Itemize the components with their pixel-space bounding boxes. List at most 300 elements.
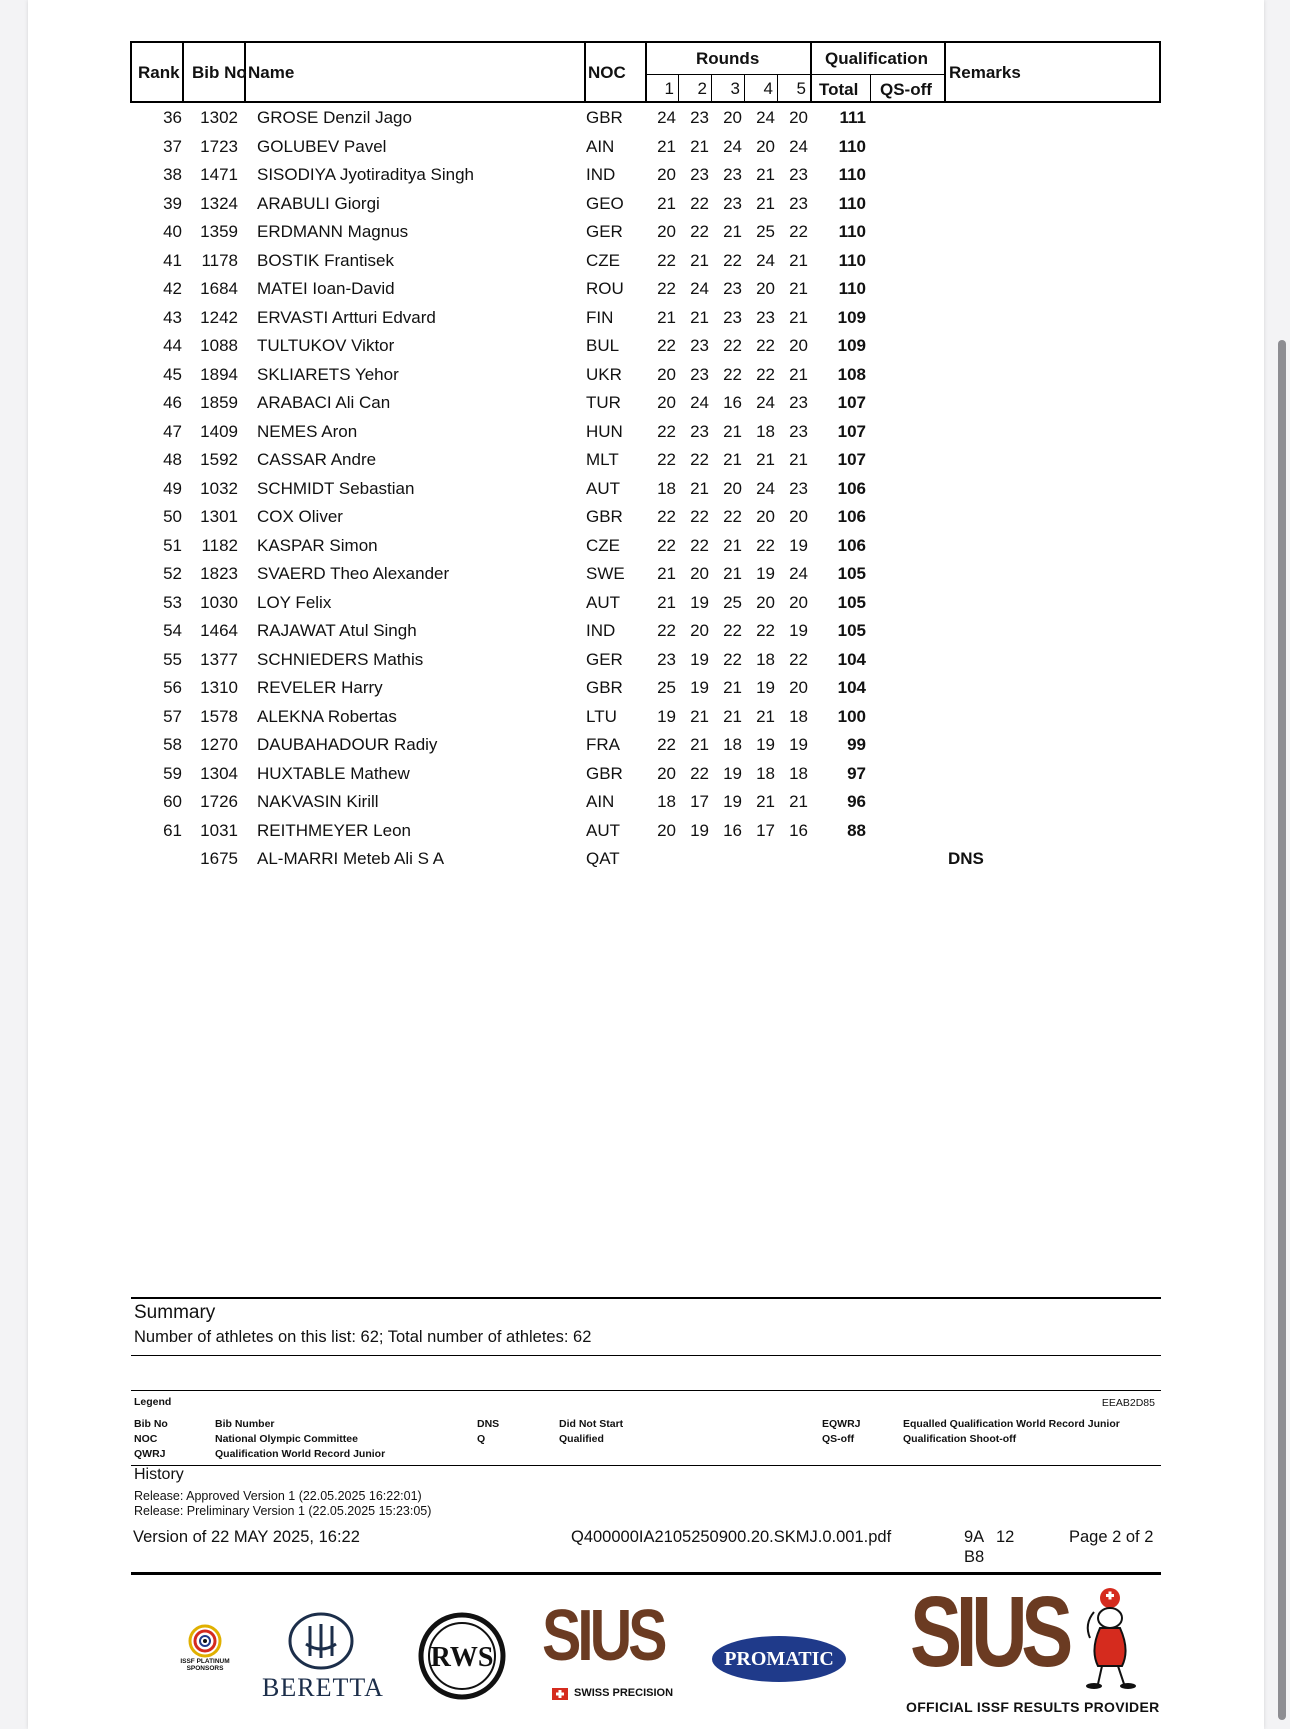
- round-score-cell: 18: [789, 706, 808, 726]
- round-score-cell: 25: [657, 678, 676, 697]
- round-score-cell: 17: [756, 820, 775, 840]
- bib-cell: 1471: [200, 165, 238, 184]
- round-score-cell: 23: [690, 421, 709, 441]
- round-score-cell: 21: [723, 678, 742, 697]
- rank-cell: 57: [163, 706, 182, 726]
- round-score-cell: 22: [690, 193, 709, 213]
- round-score-cell: 20: [789, 592, 808, 612]
- round-score-cell: 21: [723, 222, 742, 241]
- round-score-cell: 18: [657, 792, 676, 811]
- noc-cell: GBR: [586, 507, 623, 526]
- athlete-name-cell: ERVASTI Artturi Edvard: [257, 307, 436, 327]
- round-score-cell: 22: [789, 222, 808, 241]
- total-cell: 97: [847, 763, 866, 783]
- athlete-name-cell: HUXTABLE Mathew: [257, 763, 410, 783]
- round-score-cell: 21: [756, 165, 775, 184]
- round-score-cell: 19: [789, 535, 808, 555]
- bib-cell: 1726: [200, 792, 238, 811]
- round-score-cell: 22: [723, 621, 742, 640]
- athlete-name-cell: TULTUKOV Viktor: [257, 336, 395, 355]
- athlete-name-cell: ARABACI Ali Can: [257, 393, 391, 412]
- athlete-name-cell: ERDMANN Magnus: [257, 222, 409, 241]
- round-score-cell: 22: [690, 507, 709, 526]
- round-score-cell: 21: [723, 564, 742, 583]
- total-cell: 110: [838, 193, 866, 213]
- total-cell: 107: [837, 393, 866, 412]
- round-score-cell: 18: [657, 478, 676, 498]
- header-divider: [944, 43, 946, 101]
- noc-cell: QAT: [586, 849, 620, 868]
- legend-desc: Qualified: [559, 1433, 604, 1445]
- round-score-cell: 21: [657, 136, 676, 156]
- total-cell: 106: [837, 478, 866, 498]
- table-row: [130, 703, 1161, 732]
- rank-cell: 47: [163, 421, 182, 441]
- round-score-cell: 21: [756, 193, 775, 213]
- round-score-cell: 20: [789, 336, 808, 355]
- round-score-cell: 19: [690, 820, 709, 840]
- total-cell: 107: [837, 450, 866, 469]
- history-title: History: [134, 1466, 184, 1483]
- rank-cell: 38: [163, 165, 182, 184]
- total-cell: 109: [837, 336, 866, 355]
- legend-desc: Qualification Shoot-off: [903, 1433, 1017, 1445]
- round-score-cell: 24: [657, 108, 676, 127]
- table-row: [130, 845, 1161, 874]
- round-score-cell: 22: [657, 279, 676, 298]
- round-score-cell: 24: [756, 250, 775, 270]
- round-score-cell: 21: [789, 792, 808, 811]
- athlete-name-cell: COX Oliver: [257, 507, 343, 526]
- legend-desc: Qualification World Record Junior: [215, 1448, 386, 1460]
- bib-cell: 1182: [201, 535, 238, 555]
- round-score-cell: 20: [690, 621, 709, 640]
- round-score-cell: 23: [789, 165, 808, 184]
- round-score-cell: 23: [723, 279, 742, 298]
- legend-desc: Did Not Start: [559, 1418, 624, 1430]
- bib-cell: 1304: [200, 763, 238, 783]
- beretta-trident-icon: [288, 1612, 354, 1670]
- rank-cell: 54: [163, 621, 182, 640]
- promatic-logo-text: PROMATIC: [724, 1648, 834, 1670]
- bib-cell: 1324: [200, 193, 238, 213]
- bib-cell: 1310: [200, 678, 238, 697]
- bib-cell: 1409: [200, 421, 238, 441]
- total-cell: 88: [847, 820, 866, 840]
- round-score-cell: 20: [789, 108, 808, 127]
- round-score-cell: 22: [723, 250, 742, 270]
- table-row: [130, 731, 1161, 760]
- bib-cell: 1723: [200, 136, 238, 156]
- total-cell: 96: [847, 792, 866, 811]
- round-score-cell: 22: [690, 222, 709, 241]
- bib-cell: 1270: [200, 735, 238, 754]
- column-header-rank: Rank: [138, 63, 180, 82]
- table-row: [130, 646, 1161, 675]
- vertical-scrollbar[interactable]: [1278, 340, 1286, 1720]
- rank-cell: 56: [163, 678, 182, 697]
- round-score-cell: 24: [756, 478, 775, 498]
- header-divider: [810, 43, 812, 101]
- noc-cell: ROU: [586, 279, 624, 298]
- round-score-cell: 22: [657, 507, 676, 526]
- table-row: [130, 446, 1161, 475]
- header-divider: [645, 43, 647, 101]
- header-divider: [584, 43, 586, 101]
- round-score-cell: 21: [789, 450, 808, 469]
- round-score-cell: 18: [789, 763, 808, 783]
- bib-cell: 1894: [200, 364, 238, 384]
- header-divider: [182, 43, 184, 101]
- rank-cell: 40: [163, 222, 182, 241]
- athlete-name-cell: GOLUBEV Pavel: [257, 136, 387, 156]
- total-cell: 107: [837, 421, 866, 441]
- round-score-cell: 20: [657, 222, 676, 241]
- round-score-cell: 22: [657, 450, 676, 469]
- table-row: [130, 418, 1161, 447]
- round-score-cell: 23: [690, 336, 709, 355]
- rank-cell: 50: [163, 507, 182, 526]
- round-score-cell: 21: [756, 706, 775, 726]
- table-row: [130, 560, 1161, 589]
- header-divider: [870, 74, 871, 101]
- round-score-cell: 21: [789, 307, 808, 327]
- print-code: B8: [964, 1548, 985, 1566]
- round-score-cell: 21: [690, 478, 709, 498]
- noc-cell: HUN: [586, 421, 623, 441]
- round-score-cell: 22: [723, 336, 742, 355]
- athlete-name-cell: LOY Felix: [257, 592, 332, 612]
- noc-cell: AIN: [586, 136, 615, 156]
- bib-cell: 1359: [200, 222, 238, 241]
- athlete-name-cell: ALEKNA Robertas: [257, 706, 397, 726]
- page-number: Page 2 of 2: [1069, 1528, 1154, 1546]
- history-line: Release: Approved Version 1 (22.05.2025 16:22:01): [134, 1489, 422, 1503]
- table-row: [130, 133, 1161, 162]
- round-score-cell: 23: [657, 649, 676, 669]
- athlete-name-cell: KASPAR Simon: [257, 535, 378, 555]
- athlete-name-cell: RAJAWAT Atul Singh: [257, 621, 417, 640]
- round-score-cell: 23: [789, 421, 808, 441]
- rank-cell: 46: [163, 393, 182, 412]
- rank-cell: 37: [163, 136, 182, 156]
- round-score-cell: 22: [690, 450, 709, 469]
- athlete-name-cell: NAKVASIN Kirill: [257, 792, 379, 811]
- bib-cell: 1088: [200, 336, 238, 355]
- noc-cell: TUR: [586, 393, 621, 412]
- total-cell: 99: [847, 735, 866, 754]
- legend-desc: Bib Number: [215, 1418, 275, 1430]
- round-number: 5: [796, 79, 806, 98]
- results-table-header: [130, 41, 1161, 103]
- file-name: Q400000IA2105250900.20.SKMJ.0.001.pdf: [571, 1528, 892, 1546]
- legend-abbr: Q: [477, 1433, 486, 1445]
- table-row: [130, 218, 1161, 247]
- round-score-cell: 21: [723, 706, 742, 726]
- round-score-cell: 23: [789, 393, 808, 412]
- legend-abbr: QS-off: [822, 1433, 855, 1445]
- column-header-qualification: Qualification: [825, 49, 928, 68]
- total-cell: 106: [837, 535, 866, 555]
- athlete-name-cell: NEMES Aron: [257, 421, 358, 441]
- bib-cell: 1675: [200, 849, 238, 868]
- rank-cell: 61: [163, 820, 182, 840]
- total-cell: 111: [839, 108, 866, 127]
- athlete-name-cell: REVELER Harry: [257, 678, 383, 697]
- total-cell: 110: [838, 165, 866, 184]
- round-score-cell: 19: [690, 592, 709, 612]
- round-score-cell: 23: [756, 307, 775, 327]
- round-score-cell: 21: [690, 307, 709, 327]
- rank-cell: 52: [163, 564, 182, 583]
- header-divider: [744, 74, 745, 101]
- athlete-name-cell: SISODIYA Jyotiraditya Singh: [257, 165, 475, 184]
- athlete-name-cell: MATEI Ioan-David: [257, 279, 395, 298]
- bib-cell: 1302: [200, 108, 238, 127]
- issf-target-icon: [188, 1624, 222, 1658]
- athlete-name-cell: SCHNIEDERS Mathis: [257, 649, 424, 669]
- version-text: Version of 22 MAY 2025, 16:22: [133, 1528, 360, 1546]
- round-score-cell: 19: [723, 792, 742, 811]
- column-header-rounds: Rounds: [696, 49, 760, 68]
- summary-text: Number of athletes on this list: 62; Total number of athletes: 62: [134, 1328, 592, 1346]
- column-header-noc: NOC: [588, 63, 626, 82]
- table-row: [130, 503, 1161, 532]
- round-score-cell: 18: [756, 649, 775, 669]
- noc-cell: GER: [586, 649, 623, 669]
- rank-cell: 36: [163, 108, 182, 127]
- athlete-name-cell: CASSAR Andre: [257, 450, 377, 469]
- rank-cell: 42: [163, 279, 182, 298]
- remarks-cell: DNS: [948, 849, 984, 868]
- divider: [131, 1297, 1161, 1299]
- round-score-cell: 20: [657, 820, 676, 840]
- rank-cell: 51: [163, 535, 182, 555]
- round-score-cell: 24: [756, 108, 775, 127]
- bib-cell: 1464: [200, 621, 238, 640]
- table-row: [130, 247, 1161, 276]
- noc-cell: FRA: [586, 735, 620, 754]
- legend-title: Legend: [134, 1396, 172, 1408]
- official-results-provider-text: OFFICIAL ISSF RESULTS PROVIDER: [906, 1699, 1160, 1715]
- noc-cell: AUT: [586, 592, 620, 612]
- round-score-cell: 23: [690, 165, 709, 184]
- rank-cell: 59: [163, 763, 182, 783]
- round-score-cell: 24: [690, 393, 709, 412]
- round-score-cell: 24: [690, 279, 709, 298]
- round-score-cell: 19: [657, 706, 676, 726]
- print-code: 9A: [964, 1528, 985, 1546]
- table-row: [130, 389, 1161, 418]
- round-score-cell: 22: [756, 336, 775, 355]
- round-score-cell: 20: [723, 108, 742, 127]
- round-score-cell: 19: [789, 735, 808, 754]
- round-score-cell: 22: [657, 421, 676, 441]
- bib-cell: 1377: [200, 649, 238, 669]
- divider: [131, 1465, 1161, 1466]
- rank-cell: 39: [163, 193, 182, 213]
- round-score-cell: 22: [756, 535, 775, 555]
- table-row: [130, 104, 1161, 133]
- round-score-cell: 21: [756, 450, 775, 469]
- round-number: 1: [664, 79, 674, 98]
- round-score-cell: 23: [690, 108, 709, 127]
- rank-cell: 44: [163, 336, 182, 355]
- swiss-precision-text: SWISS PRECISION: [574, 1687, 674, 1699]
- round-score-cell: 21: [723, 450, 742, 469]
- noc-cell: FIN: [586, 307, 614, 327]
- promatic-logo: [712, 1636, 846, 1682]
- round-score-cell: 22: [657, 621, 676, 640]
- round-score-cell: 20: [690, 564, 709, 583]
- bib-cell: 1031: [200, 820, 238, 840]
- round-score-cell: 24: [789, 136, 808, 156]
- round-score-cell: 21: [789, 279, 808, 298]
- athlete-name-cell: SVAERD Theo Alexander: [257, 564, 450, 583]
- divider: [131, 1572, 1161, 1575]
- round-score-cell: 20: [657, 393, 676, 412]
- round-score-cell: 21: [657, 193, 676, 213]
- noc-cell: AUT: [586, 820, 620, 840]
- noc-cell: AIN: [586, 792, 615, 811]
- table-row: [130, 304, 1161, 333]
- header-divider: [645, 74, 944, 75]
- document-code: EEAB2D85: [1101, 1397, 1155, 1409]
- athlete-name-cell: DAUBAHADOUR Radiy: [257, 735, 438, 754]
- rws-logo: [418, 1612, 506, 1700]
- bib-cell: 1859: [200, 393, 238, 412]
- round-score-cell: 21: [723, 421, 742, 441]
- table-row: [130, 589, 1161, 618]
- sius-logo-text: SIUS: [542, 1596, 664, 1676]
- noc-cell: GBR: [586, 763, 623, 783]
- total-cell: 109: [837, 307, 866, 327]
- total-cell: 106: [837, 507, 866, 526]
- round-score-cell: 22: [756, 621, 775, 640]
- round-score-cell: 20: [756, 507, 775, 526]
- noc-cell: SWE: [586, 564, 625, 583]
- total-cell: 100: [837, 706, 866, 726]
- round-score-cell: 20: [657, 165, 676, 184]
- round-score-cell: 21: [657, 592, 676, 612]
- table-row: [130, 817, 1161, 846]
- bib-cell: 1178: [201, 250, 238, 270]
- round-score-cell: 20: [657, 763, 676, 783]
- rank-cell: 53: [163, 592, 182, 612]
- table-row: [130, 760, 1161, 789]
- round-score-cell: 21: [657, 307, 676, 327]
- bib-cell: 1684: [200, 279, 238, 298]
- round-score-cell: 21: [789, 250, 808, 270]
- round-score-cell: 21: [690, 136, 709, 156]
- table-row: [130, 332, 1161, 361]
- divider: [131, 1355, 1161, 1356]
- round-score-cell: 22: [657, 250, 676, 270]
- table-row: [130, 361, 1161, 390]
- header-divider: [711, 74, 712, 101]
- bib-cell: 1030: [200, 592, 238, 612]
- round-score-cell: 16: [723, 393, 742, 412]
- rank-cell: 41: [163, 250, 182, 270]
- total-cell: 105: [837, 564, 866, 583]
- round-score-cell: 24: [756, 393, 775, 412]
- round-score-cell: 21: [690, 735, 709, 754]
- noc-cell: GER: [586, 222, 623, 241]
- round-number: 2: [697, 79, 707, 98]
- round-score-cell: 21: [723, 535, 742, 555]
- header-divider: [777, 74, 778, 101]
- print-code: 12: [996, 1528, 1015, 1546]
- rws-logo-text: RWS: [430, 1642, 494, 1673]
- legend-desc: National Olympic Committee: [215, 1433, 358, 1445]
- round-score-cell: 22: [690, 535, 709, 555]
- table-row: [130, 674, 1161, 703]
- column-header-name: Name: [248, 63, 295, 82]
- noc-cell: CZE: [586, 250, 620, 270]
- table-row: [130, 617, 1161, 646]
- round-score-cell: 22: [690, 763, 709, 783]
- round-score-cell: 23: [789, 478, 808, 498]
- summary-title: Summary: [134, 1302, 216, 1323]
- bib-cell: 1032: [200, 478, 238, 498]
- issf-sponsor-label: ISSF PLATINUM SPONSORS: [180, 1658, 230, 1672]
- legend-abbr: EQWRJ: [822, 1418, 861, 1430]
- table-row: [130, 532, 1161, 561]
- rank-cell: 48: [163, 450, 182, 469]
- round-score-cell: 19: [756, 564, 775, 583]
- sius-official-logo-text: SIUS: [910, 1576, 1068, 1688]
- total-cell: 105: [837, 621, 866, 640]
- round-score-cell: 22: [657, 735, 676, 754]
- total-cell: 110: [838, 279, 866, 298]
- round-number: 3: [730, 79, 740, 98]
- column-header-bib: Bib No: [192, 63, 247, 82]
- bib-cell: 1242: [200, 307, 238, 327]
- table-row: [130, 475, 1161, 504]
- header-divider: [678, 74, 679, 101]
- legend-abbr: QWRJ: [134, 1448, 166, 1460]
- round-score-cell: 20: [723, 478, 742, 498]
- total-cell: 104: [837, 678, 866, 697]
- bib-cell: 1823: [200, 564, 238, 583]
- total-cell: 104: [837, 649, 866, 669]
- round-score-cell: 21: [756, 792, 775, 811]
- round-score-cell: 18: [723, 735, 742, 754]
- round-score-cell: 21: [789, 364, 808, 384]
- rank-cell: 49: [163, 478, 182, 498]
- round-score-cell: 17: [690, 792, 709, 811]
- rank-cell: 43: [163, 307, 182, 327]
- round-score-cell: 25: [756, 222, 775, 241]
- round-score-cell: 19: [789, 621, 808, 640]
- table-row: [130, 275, 1161, 304]
- table-row: [130, 190, 1161, 219]
- beretta-logo-text: BERETTA: [262, 1673, 384, 1702]
- column-header-qsoff: QS-off: [880, 80, 932, 99]
- legend-desc: Equalled Qualification World Record Junior: [903, 1418, 1120, 1430]
- total-cell: 110: [838, 222, 866, 241]
- rank-cell: 60: [163, 792, 182, 811]
- round-score-cell: 24: [723, 136, 742, 156]
- athlete-name-cell: ARABULI Giorgi: [257, 193, 380, 213]
- bib-cell: 1578: [200, 706, 238, 726]
- column-header-remarks: Remarks: [949, 63, 1021, 82]
- total-cell: 110: [838, 250, 866, 270]
- noc-cell: AUT: [586, 478, 620, 498]
- noc-cell: IND: [586, 165, 616, 184]
- total-cell: 110: [838, 136, 866, 156]
- noc-cell: UKR: [586, 364, 622, 384]
